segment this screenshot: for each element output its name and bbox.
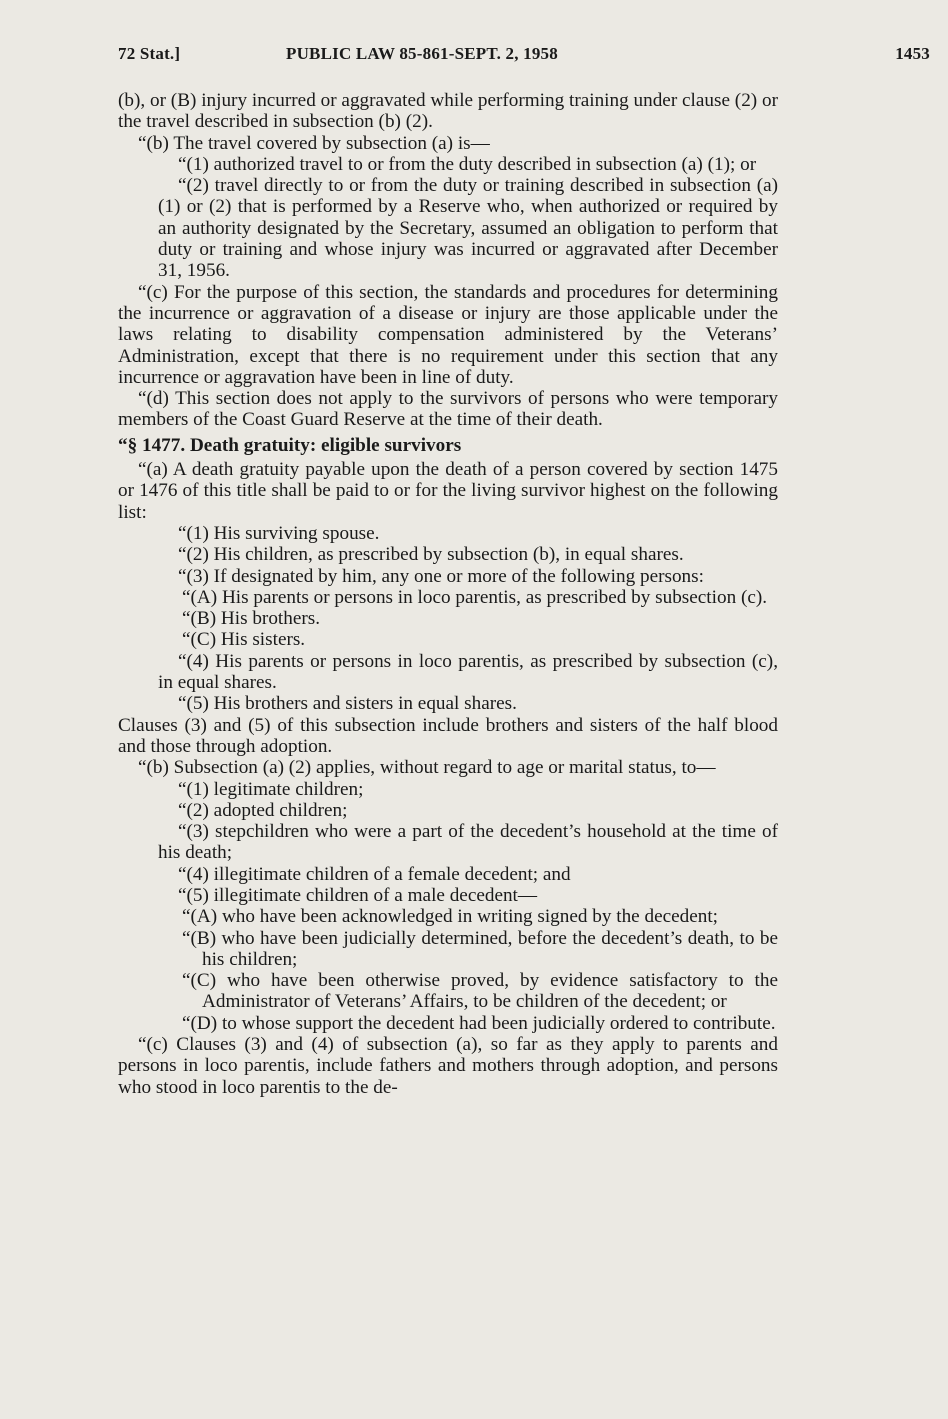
page-number: 1453 <box>895 44 930 63</box>
clause-a-5: “(5) His brothers and sisters in equal shares. <box>178 693 517 715</box>
running-header <box>118 44 930 74</box>
clause-a-3-C: “(C) His sisters. <box>182 629 306 651</box>
volume-citation: 72 Stat.] <box>118 44 181 63</box>
clause-a-4: “(4) His parents or persons in loco parentis, as prescribed by subsection (c), in equal shares. <box>158 650 778 694</box>
clause-b-3-children: “(3) stepchildren who were a part of the decedent’s household at the time of his death; <box>158 821 778 864</box>
section-1477-b: “(b) Subsection (a) (2) applies, without regard to age or marital status, to— <box>138 757 716 779</box>
subsection-b-intro: “(b) The travel covered by subsection (a) is— <box>138 132 490 154</box>
clause-a-2: “(2) His children, as prescribed by subsection (b), in equal shares. <box>178 544 684 566</box>
clause-b-5-C: “(C) who have been otherwise proved, by evidence satisfactory to the Administrator of Veterans’ Affairs, to be children of the decedent; or <box>182 970 778 1013</box>
law-text-body <box>118 90 778 1098</box>
clause-a-3: “(3) If designated by him, any one or more of the following persons: <box>178 565 704 587</box>
clause-b-5-B: “(B) who have been judicially determined, before the decedent’s death, to be his children; <box>182 927 778 970</box>
clause-b-2-children: “(2) adopted children; <box>178 799 348 821</box>
clause-b-4-children: “(4) illegitimate children of a female decedent; and <box>178 863 571 885</box>
clause-b-1: “(1) authorized travel to or from the duty described in subsection (a) (1); or <box>178 153 757 175</box>
clause-a-1: “(1) His surviving spouse. <box>178 522 380 544</box>
clause-b-1-children: “(1) legitimate children; <box>178 778 364 800</box>
law-title: PUBLIC LAW 85-861-SEPT. 2, 1958 <box>286 44 558 63</box>
section-1477-heading: “§ 1477. Death gratuity: eligible survivors <box>118 434 462 456</box>
clause-a-3-B: “(B) His brothers. <box>182 608 321 630</box>
subsection-c: “(c) For the purpose of this section, the standards and procedures for determining the incurrence or aggravation of a disease or injury are those applicable under the laws relating to disability compensation administered by the Veterans’ Administration, except that there is no requirement under this section that any incurrence or aggravation have been in line of duty. <box>118 281 778 388</box>
clauses-note: Clauses (3) and (5) of this subsection include brothers and sisters of the half blood and those through adoption. <box>118 714 778 757</box>
clause-a-3-A: “(A) His parents or persons in loco parentis, as prescribed by subsection (c). <box>182 586 768 608</box>
section-1477-a: “(a) A death gratuity payable upon the death of a person covered by section 1475 or 1476 of this title shall be paid to or for the living survivor highest on the following list: <box>118 459 778 523</box>
clause-b-5-children: “(5) illegitimate children of a male decedent— <box>178 884 538 906</box>
paragraph: (b), or (B) injury incurred or aggravated while performing training under clause (2) or the travel described in subsection (b) (2). <box>118 90 778 133</box>
section-1477-c: “(c) Clauses (3) and (4) of subsection (a), so far as they apply to parents and persons in loco parentis, include fathers and mothers through adoption, and persons who stood in loco parentis to the de- <box>118 1034 778 1098</box>
clause-b-5-D: “(D) to whose support the decedent had been judicially ordered to contribute. <box>182 1012 776 1034</box>
clause-b-2: “(2) travel directly to or from the duty or training described in subsection (a) (1) or (2) that is performed by a Reserve who, when authorized or required by an authority designated by the Secretary, assumed an obligation to perform that duty or training and whose injury was incurred or aggravated after December 31, 1956. <box>158 175 778 282</box>
subsection-d: “(d) This section does not apply to the survivors of persons who were temporary members of the Coast Guard Reserve at the time of their death. <box>118 388 778 431</box>
clause-b-5-A: “(A) who have been acknowledged in writing signed by the decedent; <box>182 906 719 928</box>
